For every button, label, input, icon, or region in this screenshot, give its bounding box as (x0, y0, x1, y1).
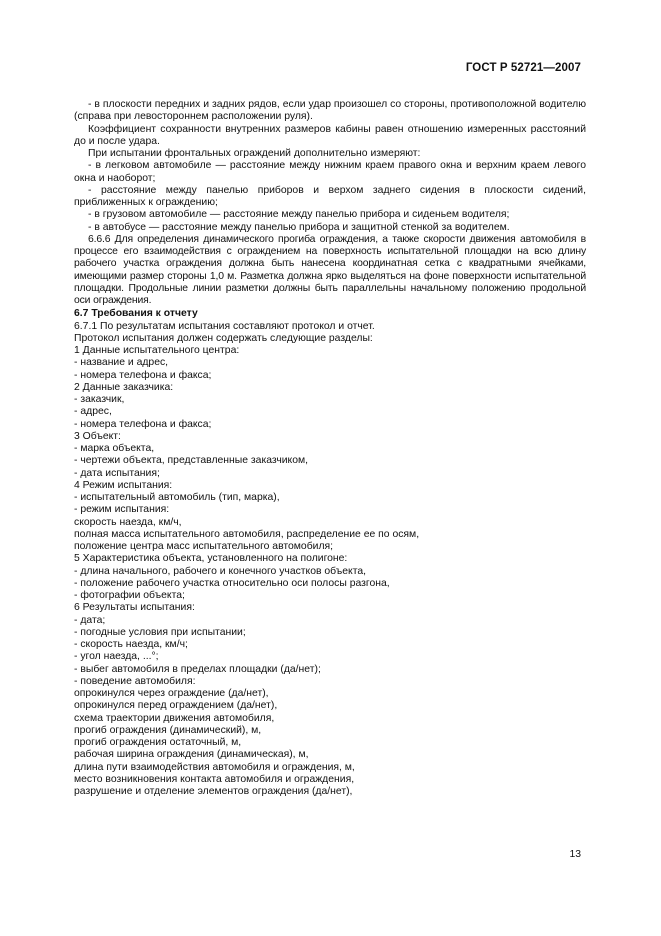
report-line: Протокол испытания должен содержать следующие разделы: (74, 332, 373, 344)
report-line: - номера телефона и факса; (74, 418, 212, 430)
report-line: - название и адрес, (74, 357, 169, 369)
report-line: - адрес, (74, 406, 112, 418)
report-line: 1 Данные испытательного центра: (74, 345, 240, 356)
report-line: длина пути взаимодействия автомобиля и ограждения, м, (74, 761, 355, 773)
report-line: 6 Результаты испытания: (74, 602, 195, 614)
report-line: - испытательный автомобиль (тип, марка), (74, 492, 280, 503)
paragraph: - в грузовом автомобиле — расстояние между панелью прибора и сиденьем водителя; (88, 209, 510, 221)
section-title: 6.7 Требования к отчету (74, 308, 198, 320)
report-line: - дата; (74, 614, 106, 626)
report-line: 6.7.1 По результатам испытания составляют протокол и отчет. (74, 320, 375, 332)
report-line: - выбег автомобиля в пределах площадки (да/нет); (74, 663, 321, 675)
report-line: - длина начального, рабочего и конечного участков объекта, (74, 565, 367, 577)
report-line: положение центра масс испытательного автомобиля; (74, 541, 334, 552)
report-line: - фотографии объекта; (74, 590, 185, 601)
report-line: - марка объекта, (74, 443, 155, 454)
report-line: - дата испытания; (74, 467, 160, 479)
paragraph: При испытании фронтальных ограждений дополнительно измеряют: (88, 148, 421, 159)
report-line: скорость наезда, км/ч, (74, 516, 182, 528)
page-number: 13 (569, 849, 581, 860)
report-line: прогиб ограждения остаточный, м, (74, 737, 242, 748)
report-line: - режим испытания: (74, 504, 170, 516)
report-line: - заказчик, (74, 394, 125, 405)
report-line: разрушение и отделение элементов ограждения (да/нет), (74, 786, 353, 797)
page-body (74, 99, 586, 798)
report-line: - поведение автомобиля: (74, 675, 196, 687)
report-line: - скорость наезда, км/ч; (74, 639, 188, 650)
paragraph: - в плоскости передних и задних рядов, если удар произошел со стороны, противоположной водителю (справа при левостороннем расположении руля). (74, 99, 586, 123)
report-line: полная масса испытательного автомобиля, распределение ее по осям, (74, 528, 420, 540)
paragraph: - расстояние между панелью приборов и верхом заднего сидения в плоскости сидений, приближенных к ограждению; (74, 184, 586, 208)
report-line: опрокинулся перед ограждением (да/нет), (74, 700, 278, 712)
report-line: - номера телефона и факса; (74, 369, 212, 381)
report-line: - положение рабочего участка относительно оси полосы разгона, (74, 577, 390, 589)
report-line: 4 Режим испытания: (74, 479, 173, 491)
report-line: 5 Характеристика объекта, установленного на полигоне: (74, 553, 348, 565)
report-line: 2 Данные заказчика: (74, 381, 174, 393)
paragraph: - в автобусе — расстояние между панелью прибора и защитной стенкой за водителем. (88, 221, 510, 233)
paragraph: Коэффициент сохранности внутренних размеров кабины равен отношению измеренных расстояний до и после удара. (74, 123, 586, 147)
report-line: опрокинулся через ограждение (да/нет), (74, 688, 269, 699)
document-header: ГОСТ Р 52721—2007 (465, 62, 581, 74)
report-line: - угол наезда, ...°; (74, 651, 159, 663)
report-line: прогиб ограждения (динамический), м, (74, 724, 262, 736)
paragraph: - в легковом автомобиле — расстояние между нижним краем правого окна и верхним краем левого окна и наоборот; (74, 160, 586, 184)
report-line: - чертежи объекта, представленные заказчиком, (74, 455, 309, 467)
report-line: схема траектории движения автомобиля, (74, 712, 275, 724)
report-line: 3 Объект: (74, 430, 121, 442)
report-line: рабочая ширина ограждения (динамическая), м, (74, 749, 309, 761)
report-line: - погодные условия при испытании; (74, 626, 246, 638)
report-line: место возникновения контакта автомобиля и ограждения, (74, 773, 355, 785)
paragraph: 6.6.6 Для определения динамического прогиба ограждения, а также скорости движения автомобиля в процессе его взаимодействия с ограждением на поверхность испытательной площадки на всю длину рабочего участка ограждения должна быть нанесена координатная сетка с квадратными ячейками, имеющими размер стороны 1,0 м. Разметка должна ярко выделяться на фоне поверхности испытательной площадки. Продольные линии разметки должны быть параллельны начальному положению продольной оси ограждения. (74, 233, 586, 306)
